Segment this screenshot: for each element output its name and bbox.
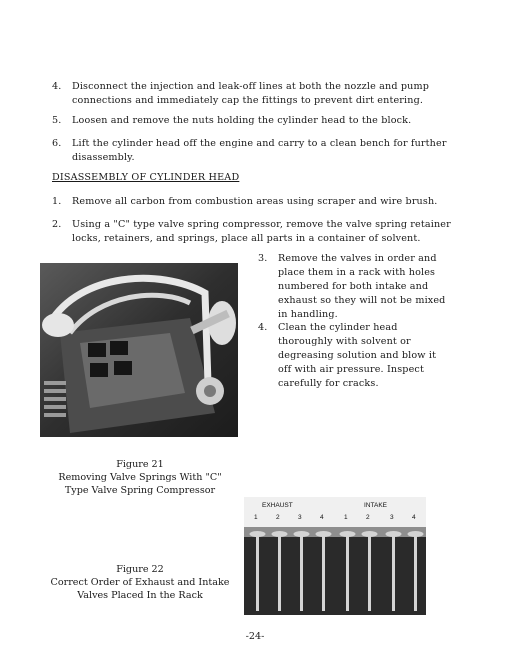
step-number: 5. — [52, 115, 62, 126]
rack-number: 1 — [254, 514, 258, 521]
rack-number: 2 — [366, 514, 370, 521]
step-number: 4. — [52, 81, 62, 92]
step-text: Using a "C" type valve spring compressor, remove the valve spring retainer locks, retainers, and springs, place all parts in a container of solvent. — [72, 219, 451, 244]
valve-spring-compressor-image — [40, 263, 238, 437]
step-text: Loosen and remove the nuts holding the cylinder head to the block. — [72, 115, 412, 126]
figure-22-title: Figure 22 — [116, 564, 164, 575]
step-4-clean-head — [258, 321, 450, 391]
step-text: Clean the cylinder head thoroughly with solvent or degreasing solution and blow it off with air pressure. Inspect carefully for cracks. — [278, 322, 437, 389]
figure-21-photo — [40, 263, 238, 437]
intake-label: INTAKE — [364, 502, 387, 509]
figure-21-caption — [40, 458, 240, 497]
step-number: 3. — [258, 253, 268, 264]
rack-number: 1 — [344, 514, 348, 521]
step-6-lift-head — [52, 137, 452, 165]
step-text: Remove the valves in order and place them in a rack with holes numbered for both intake and exhaust so they will not be mixed in handling. — [278, 253, 446, 320]
figure-22-photo — [244, 497, 426, 615]
rack-number: 4 — [320, 514, 324, 521]
figure-21-caption-line-1: Removing Valve Springs With "C" — [58, 472, 222, 483]
figure-21-caption-line-2: Type Valve Spring Compressor — [64, 485, 216, 496]
exhaust-label: EXHAUST — [262, 502, 293, 509]
step-number: 1. — [52, 196, 62, 207]
step-5-loosen-nuts — [52, 114, 452, 128]
figure-22-caption-line-1: Correct Order of Exhaust and Intake — [50, 577, 230, 588]
step-3-remove-valves — [258, 252, 450, 322]
valve-rack-image — [244, 497, 426, 615]
figure-21-title: Figure 21 — [116, 459, 164, 470]
rack-number: 3 — [298, 514, 302, 521]
figure-22-caption — [40, 563, 240, 602]
step-number: 2. — [52, 219, 62, 230]
rack-number: 3 — [390, 514, 394, 521]
rack-number: 2 — [276, 514, 280, 521]
step-4-disconnect-lines — [52, 80, 452, 108]
step-text: Disconnect the injection and leak-off lines at both the nozzle and pump connections and immediately cap the fittings to prevent dirt entering. — [72, 81, 429, 106]
step-1-remove-carbon — [52, 195, 452, 209]
step-number: 4. — [258, 322, 268, 333]
rack-number: 4 — [412, 514, 416, 521]
step-number: 6. — [52, 138, 62, 149]
figure-22-caption-line-2: Valves Placed In the Rack — [77, 590, 203, 601]
section-heading: DISASSEMBLY OF CYLINDER HEAD — [52, 172, 240, 183]
step-text: Remove all carbon from combustion areas using scraper and wire brush. — [72, 196, 438, 207]
step-text: Lift the cylinder head off the engine and carry to a clean bench for further disassembly. — [72, 138, 447, 163]
page-number: -24- — [245, 631, 265, 642]
step-2-spring-compressor — [52, 218, 452, 246]
